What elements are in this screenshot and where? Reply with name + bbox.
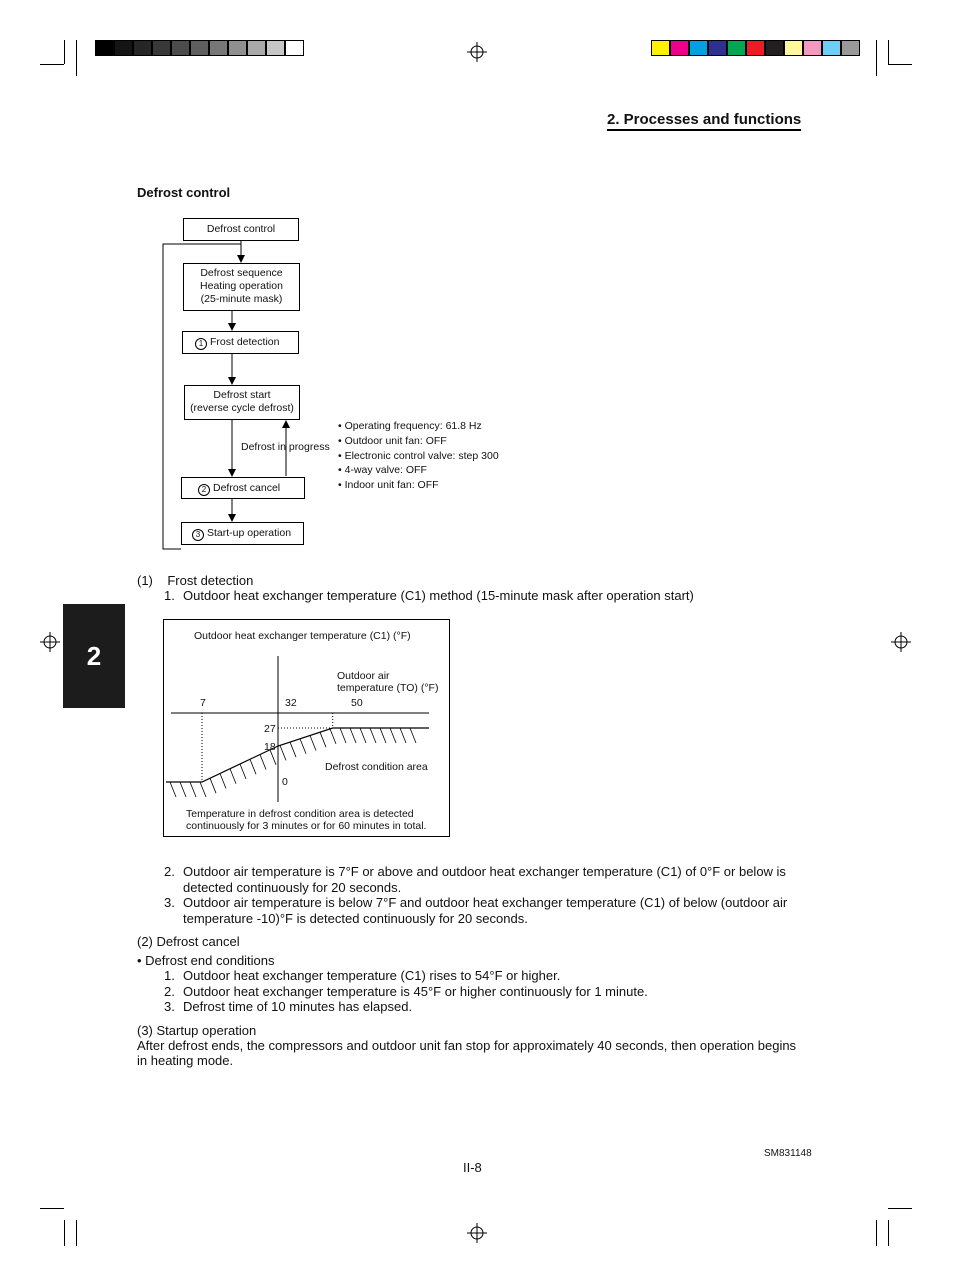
y-tick-label: 27 bbox=[264, 723, 276, 735]
y-tick-label: 0 bbox=[282, 776, 288, 788]
item-number: 2. bbox=[164, 984, 175, 999]
list-item-text: Operating frequency: 61.8 Hz bbox=[344, 420, 482, 432]
flow-box-defrost-control bbox=[183, 218, 299, 241]
item-number: 3. bbox=[164, 999, 175, 1014]
list-item bbox=[164, 968, 560, 983]
hatch-mark bbox=[240, 764, 246, 779]
list-item: • Outdoor unit fan: OFF bbox=[338, 435, 447, 447]
defrost-cancel-heading: (2) Defrost cancel bbox=[137, 934, 240, 949]
flow-box-startup-operation bbox=[181, 522, 304, 545]
hatch-mark bbox=[360, 728, 366, 743]
list-item-text: 4-way valve: OFF bbox=[344, 464, 427, 476]
list-item bbox=[164, 999, 412, 1014]
hatch-mark bbox=[260, 755, 266, 770]
x-tick-label: 7 bbox=[200, 697, 206, 709]
section-title: 2. Processes and functions bbox=[607, 111, 801, 131]
item-text: Outdoor heat exchanger temperature is 45°F or higher continuously for 1 minute. bbox=[183, 984, 648, 999]
defrost-end-conditions-label: • Defrost end conditions bbox=[137, 953, 275, 968]
hatch-mark bbox=[290, 742, 296, 757]
flow-box-defrost-cancel bbox=[181, 477, 305, 499]
item-text-continued: temperature -10)°F is detected continuously for 20 seconds. bbox=[183, 911, 528, 926]
document-code: SM831148 bbox=[764, 1148, 812, 1159]
item-number: 1. bbox=[164, 588, 175, 603]
frost-detection-item-1 bbox=[164, 588, 694, 603]
step-number-icon: 1 bbox=[195, 338, 207, 350]
item-number: 1. bbox=[164, 968, 175, 983]
hatch-mark bbox=[400, 728, 406, 743]
defrost-boundary-line bbox=[166, 728, 429, 782]
hatch-mark bbox=[390, 728, 396, 743]
item-number: 2. bbox=[164, 864, 175, 879]
hatch-mark bbox=[200, 782, 206, 797]
startup-text-line2: in heating mode. bbox=[137, 1053, 234, 1068]
hatch-mark bbox=[320, 732, 326, 747]
list-item: • Operating frequency: 61.8 Hz bbox=[338, 420, 482, 432]
heading-text: Frost detection bbox=[167, 573, 254, 588]
page-number: II-8 bbox=[463, 1160, 482, 1175]
flow-box-label: Start-up operation bbox=[207, 527, 292, 539]
x-axis-title-line1: Outdoor air bbox=[337, 670, 390, 682]
graph-plot bbox=[164, 620, 449, 836]
list-item: • Electronic control valve: step 300 bbox=[338, 450, 499, 462]
flow-line: (25-minute mask) bbox=[200, 293, 283, 305]
list-item-text: Electronic control valve: step 300 bbox=[344, 450, 499, 462]
heading-number: (1) bbox=[137, 573, 153, 588]
hatch-mark bbox=[190, 782, 196, 797]
hatch-mark bbox=[180, 782, 186, 797]
item-text: Defrost time of 10 minutes has elapsed. bbox=[183, 999, 413, 1014]
hatch-mark bbox=[210, 778, 216, 793]
list-item bbox=[164, 864, 786, 879]
startup-text-line1: After defrost ends, the compressors and outdoor unit fan stop for approximately 40 seconds, then operation begins bbox=[137, 1038, 797, 1053]
list-item-text: Outdoor unit fan: OFF bbox=[344, 435, 447, 447]
hatch-mark bbox=[250, 759, 256, 774]
flow-box-label: Frost detection bbox=[210, 336, 280, 348]
item-text-continued: detected continuously for 20 seconds. bbox=[183, 880, 402, 895]
x-tick-label: 50 bbox=[351, 697, 363, 709]
hatch-mark bbox=[410, 728, 416, 743]
flow-box-defrost-start bbox=[184, 385, 300, 420]
item-text: Outdoor air temperature is below 7°F and outdoor heat exchanger temperature (C1) of below (outdoor air bbox=[183, 895, 788, 910]
graph-note-line2: continuously for 3 minutes or for 60 minutes in total. bbox=[186, 820, 427, 832]
flow-line: (reverse cycle defrost) bbox=[190, 402, 294, 414]
hatch-mark bbox=[280, 745, 286, 760]
flow-line: Defrost sequence bbox=[200, 267, 283, 279]
step-number-icon: 2 bbox=[198, 484, 210, 496]
hatch-mark bbox=[230, 769, 236, 784]
item-text: Outdoor heat exchanger temperature (C1) method (15-minute mask after operation start) bbox=[183, 588, 694, 603]
hatch-mark bbox=[310, 735, 316, 750]
x-tick-label: 32 bbox=[285, 697, 297, 709]
item-number: 3. bbox=[164, 895, 175, 910]
list-item bbox=[164, 984, 648, 999]
frost-detection-heading bbox=[137, 573, 253, 588]
flow-line: Heating operation bbox=[200, 280, 283, 292]
hatch-mark bbox=[350, 728, 356, 743]
flow-box-label: Defrost cancel bbox=[213, 482, 281, 494]
defrost-condition-graph bbox=[163, 619, 450, 837]
defrost-area-label: Defrost condition area bbox=[325, 761, 428, 773]
step-number-icon: 3 bbox=[192, 529, 204, 541]
defrost-in-progress-label: Defrost in progress bbox=[241, 441, 330, 453]
flow-box-defrost-sequence bbox=[183, 263, 300, 311]
startup-heading: (3) Startup operation bbox=[137, 1023, 257, 1038]
heading-defrost-control: Defrost control bbox=[137, 185, 231, 200]
hatch-mark bbox=[370, 728, 376, 743]
flow-line: Defrost start bbox=[213, 389, 271, 401]
graph-note-line1: Temperature in defrost condition area is detected bbox=[186, 808, 414, 820]
y-tick-label: 18 bbox=[264, 741, 276, 753]
x-axis-title-line2: temperature (TO) (°F) bbox=[337, 682, 439, 694]
hatch-mark bbox=[380, 728, 386, 743]
item-text: Outdoor heat exchanger temperature (C1) rises to 54°F or higher. bbox=[183, 968, 561, 983]
hatch-mark bbox=[300, 739, 306, 754]
list-item: • Indoor unit fan: OFF bbox=[338, 479, 439, 491]
list-item: • 4-way valve: OFF bbox=[338, 464, 427, 476]
y-axis-title: Outdoor heat exchanger temperature (C1) (°F) bbox=[194, 630, 411, 642]
hatch-mark bbox=[170, 782, 176, 797]
item-text: Outdoor air temperature is 7°F or above and outdoor heat exchanger temperature (C1) of 0°F or below is bbox=[183, 864, 786, 879]
flow-box-label: Defrost control bbox=[206, 223, 276, 235]
hatch-mark bbox=[220, 773, 226, 788]
hatch-mark bbox=[330, 729, 336, 744]
list-item bbox=[164, 895, 787, 910]
list-item-text: Indoor unit fan: OFF bbox=[344, 479, 439, 491]
chapter-tab: 2 bbox=[63, 604, 125, 708]
flow-box-frost-detection bbox=[182, 331, 299, 354]
hatch-mark bbox=[340, 728, 346, 743]
